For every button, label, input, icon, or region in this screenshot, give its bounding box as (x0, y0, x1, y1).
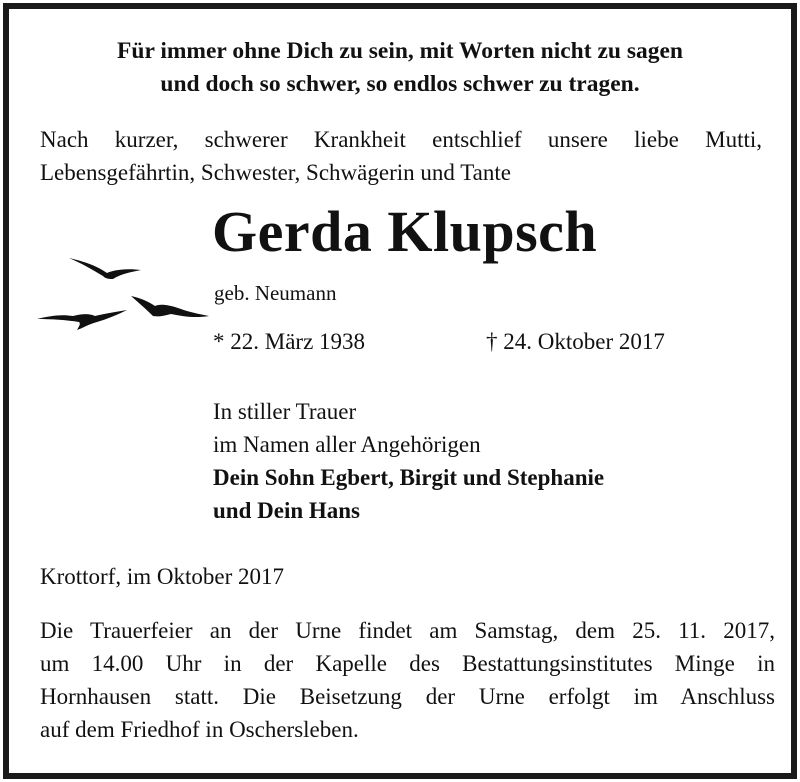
mourners-line-1: In stiller Trauer (213, 399, 357, 424)
mourners-line-3: Dein Sohn Egbert, Birgit und Stephanie (213, 465, 605, 490)
birth-date: * 22. März 1938 (213, 329, 366, 354)
obituary-card (3, 3, 797, 779)
funeral-line-3: Hornhausen statt. Die Beisetzung der Urne erfolgt im Anschluss (40, 684, 775, 709)
death-date: † 24. Oktober 2017 (486, 329, 665, 354)
mourners-line-4: und Dein Hans (213, 498, 361, 523)
mourners-block (213, 395, 604, 527)
place-date: Krottorf, im Oktober 2017 (40, 564, 285, 589)
funeral-line-4: auf dem Friedhof in Oschersleben. (40, 717, 359, 742)
intro-text (40, 123, 762, 189)
mourners-line-2: im Namen aller Angehörigen (213, 432, 481, 457)
poem-line-2: und doch so schwer, so endlos schwer zu tragen. (160, 71, 640, 97)
funeral-line-1: Die Trauerfeier an der Urne findet am Samstag, dem 25. 11. 2017, (40, 618, 775, 643)
funeral-info (40, 614, 775, 746)
funeral-line-2: um 14.00 Uhr in der Kapelle des Bestattungsinstitutes Minge in (40, 651, 775, 676)
intro-line-2: Lebensgefährtin, Schwester, Schwägerin und Tante (40, 160, 511, 185)
birds-icon (31, 246, 221, 336)
poem-line-1: Für immer ohne Dich zu sein, mit Worten nicht zu sagen (117, 38, 683, 64)
intro-line-1: Nach kurzer, schwerer Krankheit entschlief unsere liebe Mutti, (40, 127, 762, 152)
poem (9, 35, 791, 101)
maiden-name: geb. Neumann (214, 281, 337, 305)
deceased-name: Gerda Klupsch (212, 199, 598, 264)
